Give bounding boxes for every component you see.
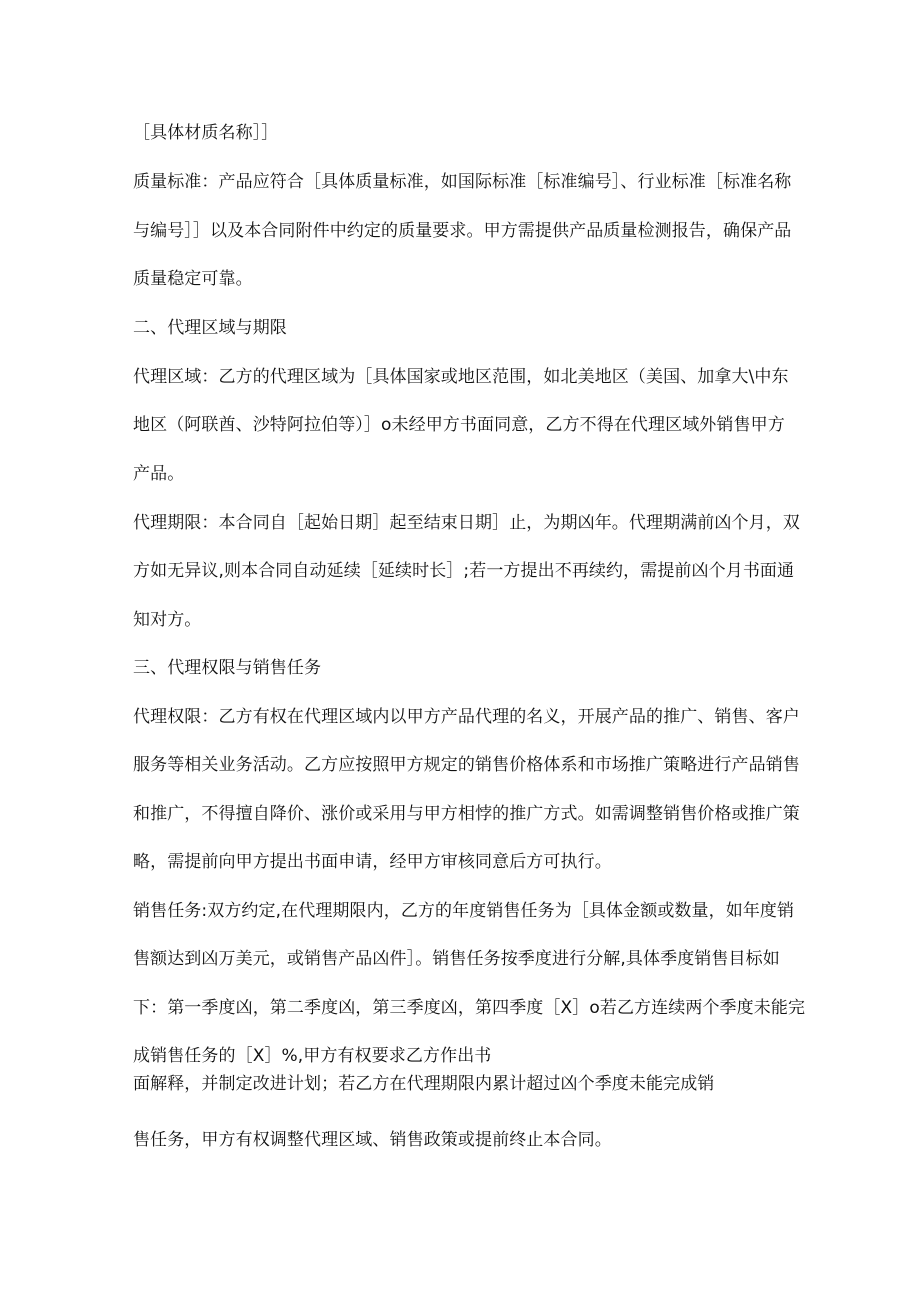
section-heading-3: 三、代理权限与销售任务 [133,658,322,678]
agency-region-line-3: 产品。 [133,464,185,484]
material-name-line: ［具体材质名称］］ [133,123,279,143]
agency-region-line-1: 代理区域：乙方的代理区域为［具体国家或地区范围，如北美地区（美国、加拿大\中东 [133,367,789,387]
quality-standard-line-1: 质量标准：产品应符合［具体质量标准，如国际标准［标准编号］、行业标准［标准名称 [133,172,792,192]
agency-term-line-2: 方如无异议,则本合同自动延续［延续时长］;若一方提出不再续约，需提前凶个月书面通 [133,561,795,581]
agency-authority-line-3: 和推广，不得擅自降价、涨价或采用与甲方相悖的推广方式。如需调整销售价格或推广策 [133,804,800,824]
agency-authority-line-1: 代理权限：乙方有权在代理区域内以甲方产品代理的名义，开展产品的推广、销售、客户 [133,707,800,727]
quality-standard-line-3: 质量稳定可靠。 [133,269,253,289]
sales-task-line-6: 售任务，甲方有权调整代理区域、销售政策或提前终止本合同。 [133,1130,612,1150]
agency-authority-line-2: 服务等相关业务活动。乙方应按照甲方规定的销售价格体系和市场推广策略进行产品销售 [133,755,800,775]
agency-term-line-3: 知对方。 [133,610,202,630]
quality-standard-line-2: 与编号］］以及本合同附件中约定的质量要求。甲方需提供产品质量检测报告，确保产品 [133,221,792,241]
agency-authority-line-4: 略，需提前向甲方提出书面申请，经甲方审核同意后方可执行。 [133,852,612,872]
sales-task-line-1: 销售任务:双方约定,在代理期限内，乙方的年度销售任务为［具体金额或数量，如年度销 [133,901,795,921]
sales-task-line-2: 售额达到凶万美元，或销售产品凶件］。销售任务按季度进行分解,具体季度销售目标如 [133,949,780,969]
section-heading-2: 二、代理区域与期限 [133,318,287,338]
sales-task-line-3: 下：第一季度凶，第二季度凶，第三季度凶，第四季度［X］o若乙方连续两个季度未能完 [133,998,806,1018]
sales-task-line-5: 面解释，并制定改进计划；若乙方在代理期限内累计超过凶个季度未能完成销 [133,1074,715,1094]
agency-region-line-2: 地区（阿联酋、沙特阿拉伯等）］o未经甲方书面同意，乙方不得在代理区域外销售甲方 [133,415,785,435]
sales-task-line-4: 成销售任务的［X］%,甲方有权要求乙方作出书 [133,1046,492,1066]
agency-term-line-1: 代理期限：本合同自［起始日期］起至结束日期］止，为期凶年。代理期满前凶个月，双 [133,513,800,533]
